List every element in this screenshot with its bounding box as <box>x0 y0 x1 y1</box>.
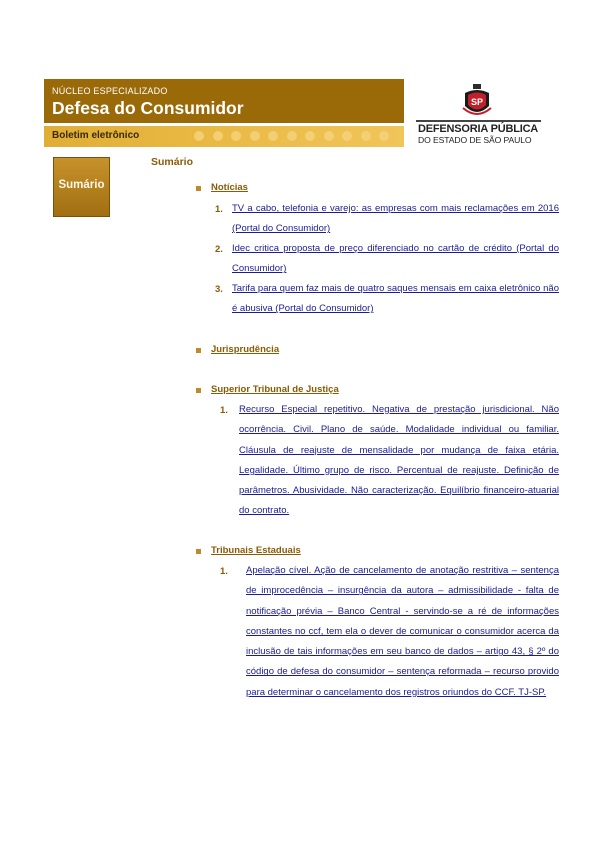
item-number: 1. <box>220 566 228 577</box>
bullet-icon <box>196 186 201 191</box>
item-number: 1. <box>215 204 223 215</box>
item-number: 1. <box>220 405 228 416</box>
section-noticias[interactable]: Notícias <box>211 182 248 193</box>
bullet-icon <box>196 549 201 554</box>
summary-heading: Sumário <box>151 156 194 168</box>
header-banner <box>44 79 404 123</box>
svg-text:SP: SP <box>470 97 484 107</box>
section-stj[interactable]: Superior Tribunal de Justiça <box>211 384 339 395</box>
sumario-box-label: Sumário <box>58 179 105 191</box>
header-title: Defesa do Consumidor <box>52 98 244 118</box>
tj-item-1[interactable]: Apelação cível. Ação de cancelamento de anotação restritiva – sentença de improcedência – insurgência da autora – admissibilidade - falta de notificação prévia – Banco Central - servindo-se a ré de informações constantes no ccf, tem ela o dever de comunicar o consumidor acerca da inclusão de tais informações em seu banco de dados – artigo 43, § 2º do código de defesa do consumidor – sentença reformada – recurso provido para determinar o cancelamento dos registros oriundos do CCF. TJ-SP. <box>246 565 559 698</box>
logo-line2: DO ESTADO DE SÃO PAULO <box>418 135 532 145</box>
bullet-icon <box>196 348 201 353</box>
section-jurisprudencia[interactable]: Jurisprudência <box>211 344 280 355</box>
seal-icon <box>461 84 493 120</box>
section-tribunais-estaduais[interactable]: Tribunais Estaduais <box>211 545 301 556</box>
header-strip <box>44 126 404 147</box>
bullet-icon <box>196 388 201 393</box>
item-number: 2. <box>215 244 223 255</box>
news-item-3[interactable]: Tarifa para quem faz mais de quatro saques mensais em caixa eletrônico não é abusiva (Portal do Consumidor) <box>232 283 559 315</box>
decorative-dots <box>194 131 389 141</box>
header-kicker: NÚCLEO ESPECIALIZADO <box>52 86 168 96</box>
header-subtitle: Boletim eletrônico <box>52 130 140 141</box>
news-item-1[interactable]: TV a cabo, telefonia e varejo: as empresas com mais reclamações em 2016 (Portal do Consumidor) <box>232 203 559 235</box>
news-item-2[interactable]: Idec critica proposta de preço diferenciado no cartão de crédito (Portal do Consumidor) <box>232 243 559 275</box>
item-number: 3. <box>215 284 223 295</box>
defensoria-logo <box>416 84 541 148</box>
sumario-box <box>53 157 110 217</box>
logo-rule <box>416 120 541 122</box>
stj-item-1[interactable]: Recurso Especial repetitivo. Negativa de prestação jurisdicional. Não ocorrência. Civil. Plano de saúde. Modalidade individual ou familiar. Cláusula de reajuste de mensalidade por mudança de faixa etária. Legalidade. Último grupo de risco. Percentual de reajuste. Definição de parâmetros. Abusividade. Não caracterização. Equilíbrio financeiro-atuarial do contrato. <box>239 404 559 517</box>
logo-line1: DEFENSORIA PÚBLICA <box>418 123 539 135</box>
